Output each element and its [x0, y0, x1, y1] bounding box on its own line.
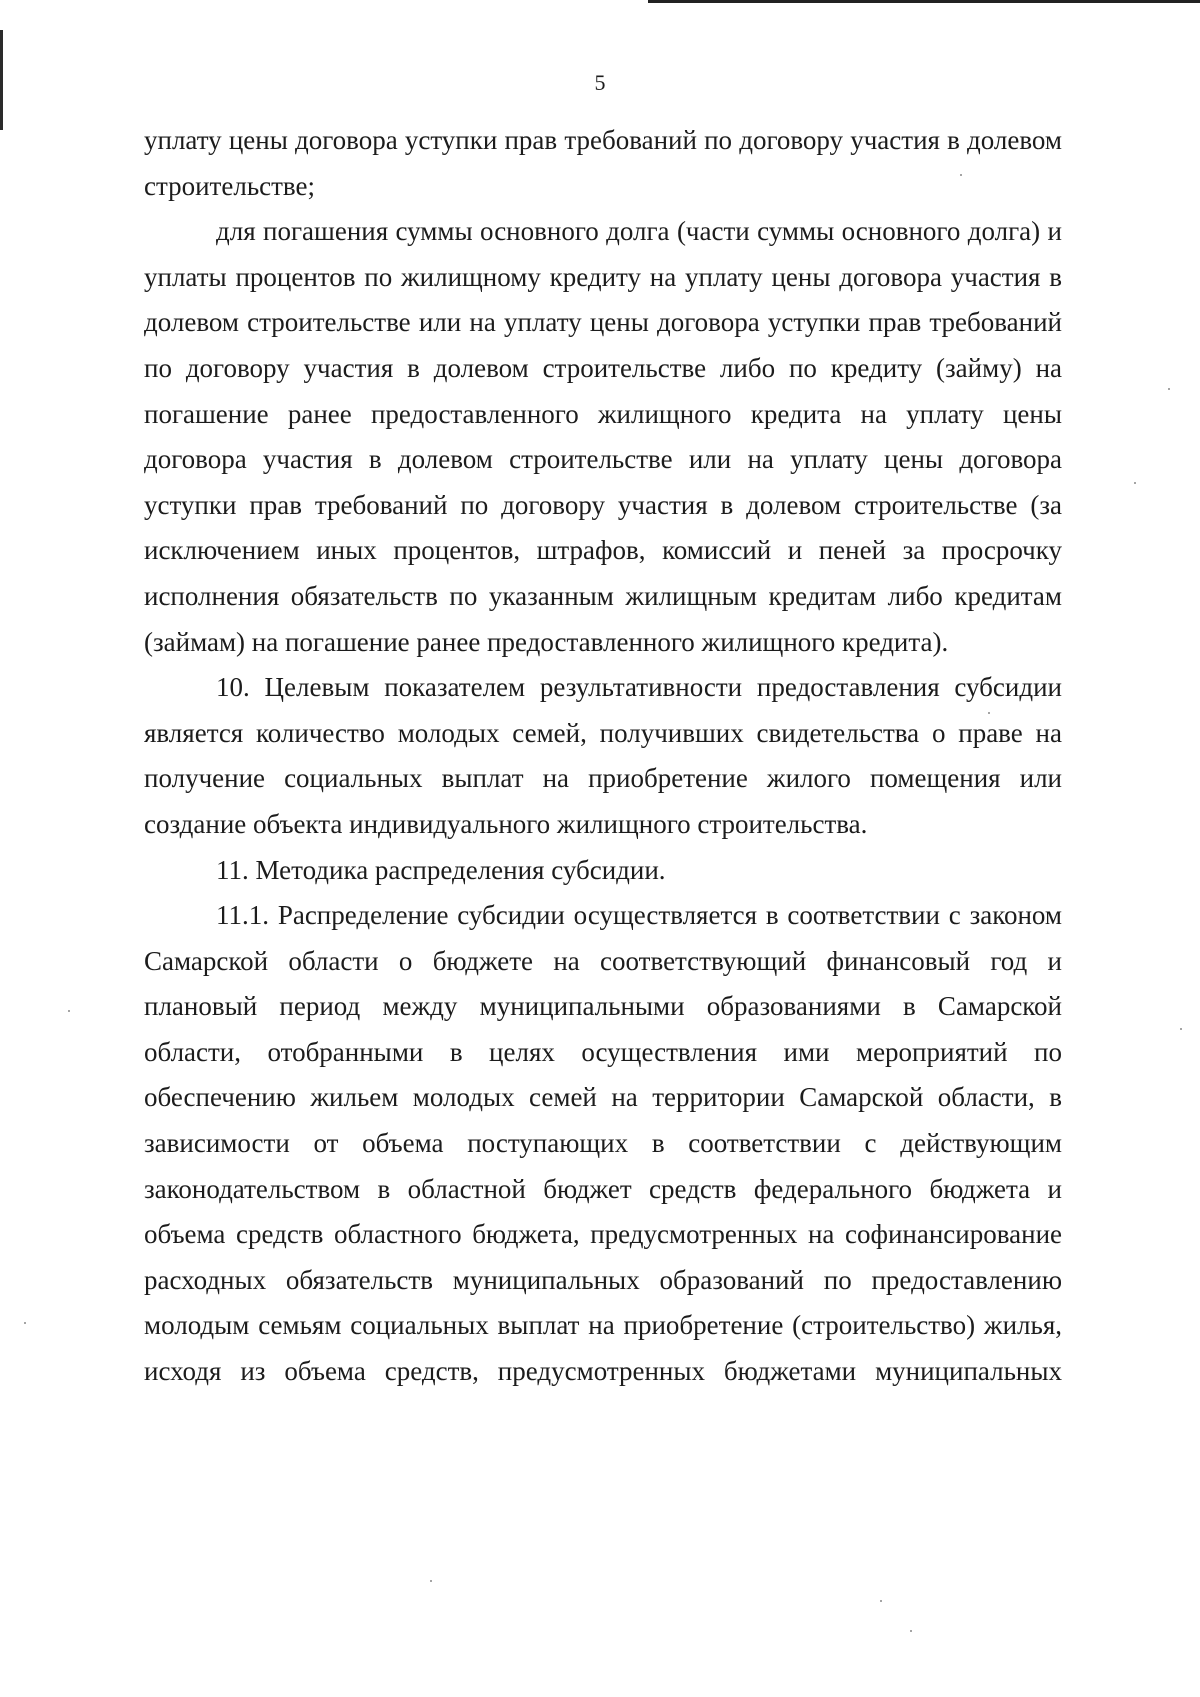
scan-speck	[960, 174, 962, 176]
scan-speck	[910, 1630, 912, 1632]
paragraph-continuation: уплату цены договора уступки прав требований по договору участия в долевом строительстве;	[144, 125, 1062, 201]
scan-top-rule	[648, 0, 1200, 3]
paragraph-debt-repayment: для погашения суммы основного долга (части суммы основного долга) и уплаты процентов по жилищному кредиту на уплату цены договора участия в долевом строительстве или на уплату цены договора уступки прав требований по договору участия в долевом строительстве либо по кредиту (займу) на погашение ранее предоставленного жилищного кредита на уплату цены договора участия в долевом строительстве или на уплату цены договора уступки прав требований по договору участия в долевом строительстве (за исключением иных процентов, штрафов, комиссий и пеней за просрочку исполнения обязательств по указанным жилищным кредитам либо кредитам (займам) на погашение ранее предоставленного жилищного кредита).	[144, 216, 1062, 657]
paragraph-11-1-distribution: 11.1. Распределение субсидии осуществляется в соответствии с законом Самарской области о бюджете на соответствующий финансовый год и плановый период между муниципальными образованиями в Самарской области, отобранными в целях осуществления ими мероприятий по обеспечению жильем молодых семей на территории Самарской области, в зависимости от объема поступающих в соответствии с действующим законодательством в областной бюджет средств федерального бюджета и объема средств областного бюджета, предусмотренных на софинансирование расходных обязательств муниципальных образований по предоставлению молодым семьям социальных выплат на приобретение (строительство) жилья, исходя из объема средств, предусмотренных бюджетами муниципальных	[144, 900, 1062, 1387]
paragraph-10-target-indicator: 10. Целевым показателем результативности предоставления субсидии является количество молодых семей, получивших свидетельства о праве на получение социальных выплат на приобретение жилого помещения или создание объекта индивидуального жилищного строительства.	[144, 672, 1062, 839]
scan-speck	[880, 1600, 882, 1602]
scan-speck	[430, 1580, 432, 1582]
paragraph-11-methodology: 11. Методика распределения субсидии.	[216, 854, 666, 885]
scan-speck	[1168, 388, 1170, 390]
scan-speck	[68, 1010, 70, 1012]
scan-speck	[1180, 1028, 1182, 1030]
document-body	[144, 118, 1062, 1395]
scan-speck	[1134, 482, 1136, 484]
page-number: 5	[594, 70, 606, 95]
scan-speck	[24, 1322, 26, 1324]
scan-speck	[988, 712, 990, 714]
